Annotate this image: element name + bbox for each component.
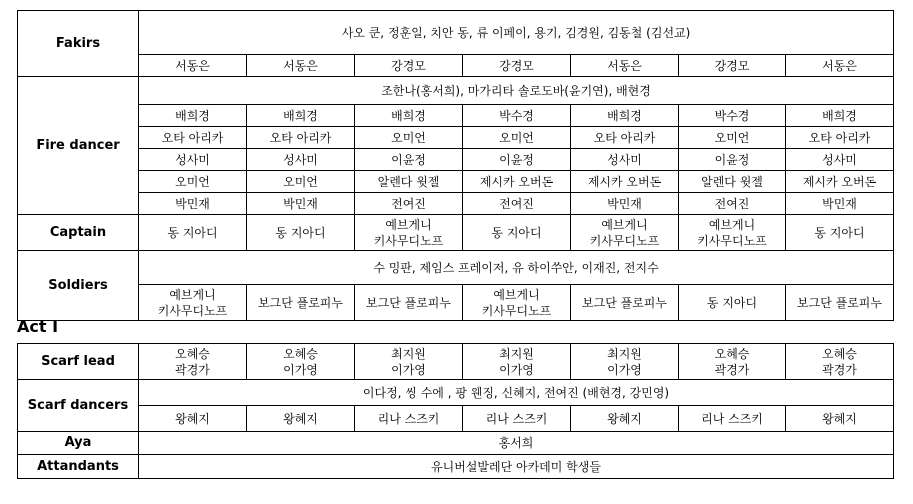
cell-line: 오혜승	[175, 346, 210, 361]
fakirs-cell: 강경모	[463, 55, 571, 77]
fire-dancer-cell: 오미언	[139, 171, 247, 193]
fire-dancer-cell: 오미언	[247, 171, 355, 193]
table-row	[18, 127, 894, 149]
fire-dancer-cell: 오미언	[355, 127, 463, 149]
fire-dancer-cell: 박민재	[786, 193, 894, 215]
captain-cell	[786, 215, 894, 251]
captain-cell	[139, 215, 247, 251]
soldiers-cell	[679, 285, 786, 321]
scarf-dancers-cell: 리나 스즈키	[355, 406, 463, 432]
cell-line: 동 지아디	[706, 295, 758, 310]
fire-dancer-cell: 성사미	[247, 149, 355, 171]
fire-dancer-cell: 알렌다 윗젤	[355, 171, 463, 193]
fire-dancer-cell: 배희경	[355, 105, 463, 127]
table-row	[18, 11, 894, 55]
fire-dancer-cell: 성사미	[786, 149, 894, 171]
cell-line: 곽경가	[175, 362, 210, 377]
fire-dancer-cell: 박민재	[571, 193, 679, 215]
fakirs-cell: 서동은	[139, 55, 247, 77]
table-row	[18, 77, 894, 105]
scarf-dancers-cell: 왕혜지	[139, 406, 247, 432]
cell-line: 예브게니	[708, 217, 756, 232]
scarf-lead-cell	[139, 344, 247, 380]
soldiers-cell	[571, 285, 679, 321]
table-row	[18, 171, 894, 193]
table-row	[18, 380, 894, 406]
table-row	[18, 215, 894, 251]
fire-dancer-cell: 성사미	[139, 149, 247, 171]
cell-line: 곽경가	[822, 362, 857, 377]
fire-dancer-cell: 박수경	[463, 105, 571, 127]
cell-line: 최지원	[391, 346, 426, 361]
aya-value: 홍서희	[139, 432, 894, 455]
cell-line: 키사무디노프	[157, 303, 228, 318]
scarf-lead-cell	[247, 344, 355, 380]
captain-cell	[355, 215, 463, 251]
fire-dancer-cell: 알렌다 윗젤	[679, 171, 786, 193]
table-row	[18, 193, 894, 215]
cell-line: 키사무디노프	[589, 233, 660, 248]
fire-dancer-cell: 성사미	[571, 149, 679, 171]
soldiers-leads: 수 밍판, 제임스 프레이저, 유 하이쑤안, 이재진, 전지수	[139, 251, 894, 285]
cell-line: 보그단 플로피누	[797, 295, 882, 310]
fire-dancer-cell: 오타 아리카	[139, 127, 247, 149]
table-row	[18, 285, 894, 321]
fire-dancer-cell: 박민재	[247, 193, 355, 215]
cell-line: 보그단 플로피누	[582, 295, 667, 310]
scarf-dancers-cell: 리나 스즈키	[463, 406, 571, 432]
cell-line: 동 지아디	[491, 225, 542, 240]
cell-line: 최지원	[499, 346, 534, 361]
table-row	[18, 251, 894, 285]
act2-cast-table	[17, 343, 894, 479]
fire-dancer-cell: 박수경	[679, 105, 786, 127]
cell-line: 예브게니	[493, 287, 540, 302]
fire-dancer-cell: 이윤정	[355, 149, 463, 171]
captain-cell	[571, 215, 679, 251]
scarf-dancers-leads: 이다정, 씽 수에 , 팡 웬징, 신혜지, 전여진 (배현경, 강민영)	[139, 380, 894, 406]
cell-line: 곽경가	[714, 362, 750, 377]
cell-line: 오혜승	[822, 346, 857, 361]
fire-dancer-cell: 오미언	[679, 127, 786, 149]
scarf-dancers-cell: 왕혜지	[786, 406, 894, 432]
role-captain: Captain	[18, 215, 139, 251]
fire-dancer-cell: 배희경	[247, 105, 355, 127]
cell-line: 오혜승	[283, 346, 318, 361]
scarf-lead-cell	[786, 344, 894, 380]
cell-line: 이가영	[283, 362, 318, 377]
fire-dancer-cell: 전여진	[679, 193, 786, 215]
scarf-dancers-cell: 리나 스즈키	[679, 406, 786, 432]
fire-dancer-cell: 이윤정	[679, 149, 786, 171]
soldiers-cell	[139, 285, 247, 321]
fakirs-cell: 서동은	[247, 55, 355, 77]
captain-cell	[679, 215, 786, 251]
cell-line: 동 지아디	[814, 225, 865, 240]
role-fakirs: Fakirs	[18, 11, 139, 77]
role-attendants: Attandants	[18, 455, 139, 479]
table-row	[18, 406, 894, 432]
role-scarf-dancers: Scarf dancers	[18, 380, 139, 432]
table-row	[18, 344, 894, 380]
fakirs-cell: 서동은	[571, 55, 679, 77]
table-row	[18, 55, 894, 77]
role-soldiers: Soldiers	[18, 251, 139, 321]
captain-cell	[463, 215, 571, 251]
captain-cell	[247, 215, 355, 251]
scarf-dancers-cell: 왕혜지	[571, 406, 679, 432]
fire-dancer-cell: 제시카 오버돈	[786, 171, 894, 193]
fire-dancer-cell: 전여진	[463, 193, 571, 215]
attendants-value: 유니버설발레단 아카데미 학생들	[139, 455, 894, 479]
fire-dancer-cell: 박민재	[139, 193, 247, 215]
cell-line: 보그단 플로피누	[366, 295, 451, 310]
cell-line: 이가영	[391, 362, 426, 377]
fakirs-cell: 강경모	[679, 55, 786, 77]
cell-line: 동 지아디	[275, 225, 326, 240]
fire-dancer-cell: 배희경	[571, 105, 679, 127]
cell-line: 예브게니	[169, 287, 216, 302]
soldiers-cell	[247, 285, 355, 321]
cell-line: 오혜승	[714, 346, 750, 361]
cell-line: 키사무디노프	[481, 303, 552, 318]
cell-line: 키사무디노프	[697, 233, 767, 248]
fire-dancer-cell: 오미언	[463, 127, 571, 149]
table-row	[18, 105, 894, 127]
table-row	[18, 455, 894, 479]
fakirs-leads: 사오 쿤, 정훈일, 치안 동, 류 이페이, 용기, 김경원, 김동철 (김선교)	[139, 11, 894, 55]
cell-line: 예브게니	[385, 217, 432, 232]
role-aya: Aya	[18, 432, 139, 455]
fakirs-cell: 서동은	[786, 55, 894, 77]
scarf-lead-cell	[679, 344, 786, 380]
cell-line: 이가영	[499, 362, 534, 377]
scarf-dancers-cell: 왕혜지	[247, 406, 355, 432]
table-row	[18, 432, 894, 455]
fire-dancer-cell: 제시카 오버돈	[463, 171, 571, 193]
fire-dancer-cell: 오타 아리카	[571, 127, 679, 149]
role-scarf-lead: Scarf lead	[18, 344, 139, 380]
fire-dancer-cell: 오타 아리카	[786, 127, 894, 149]
act1-cast-table	[17, 10, 894, 321]
fire-dancer-cell: 전여진	[355, 193, 463, 215]
scarf-lead-cell	[571, 344, 679, 380]
scarf-lead-cell	[463, 344, 571, 380]
table-row	[18, 149, 894, 171]
role-fire-dancer: Fire dancer	[18, 77, 139, 215]
cell-line: 키사무디노프	[373, 233, 444, 248]
fire-dancer-cell: 배희경	[139, 105, 247, 127]
scarf-lead-cell	[355, 344, 463, 380]
fire-dancer-cell: 배희경	[786, 105, 894, 127]
soldiers-cell	[463, 285, 571, 321]
soldiers-cell	[786, 285, 894, 321]
soldiers-cell	[355, 285, 463, 321]
fire-dancer-leads: 조한나(홍서희), 마가리타 솔로도바(윤기연), 배현경	[139, 77, 894, 105]
cell-line: 이가영	[607, 362, 642, 377]
cell-line: 보그단 플로피누	[258, 295, 343, 310]
fire-dancer-cell: 오타 아리카	[247, 127, 355, 149]
act-heading: Act Ⅰ	[17, 317, 59, 336]
cell-line: 동 지아디	[167, 225, 218, 240]
fire-dancer-cell: 이윤정	[463, 149, 571, 171]
fakirs-cell: 강경모	[355, 55, 463, 77]
cell-line: 예브게니	[601, 217, 648, 232]
cell-line: 최지원	[607, 346, 642, 361]
fire-dancer-cell: 제시카 오버돈	[571, 171, 679, 193]
